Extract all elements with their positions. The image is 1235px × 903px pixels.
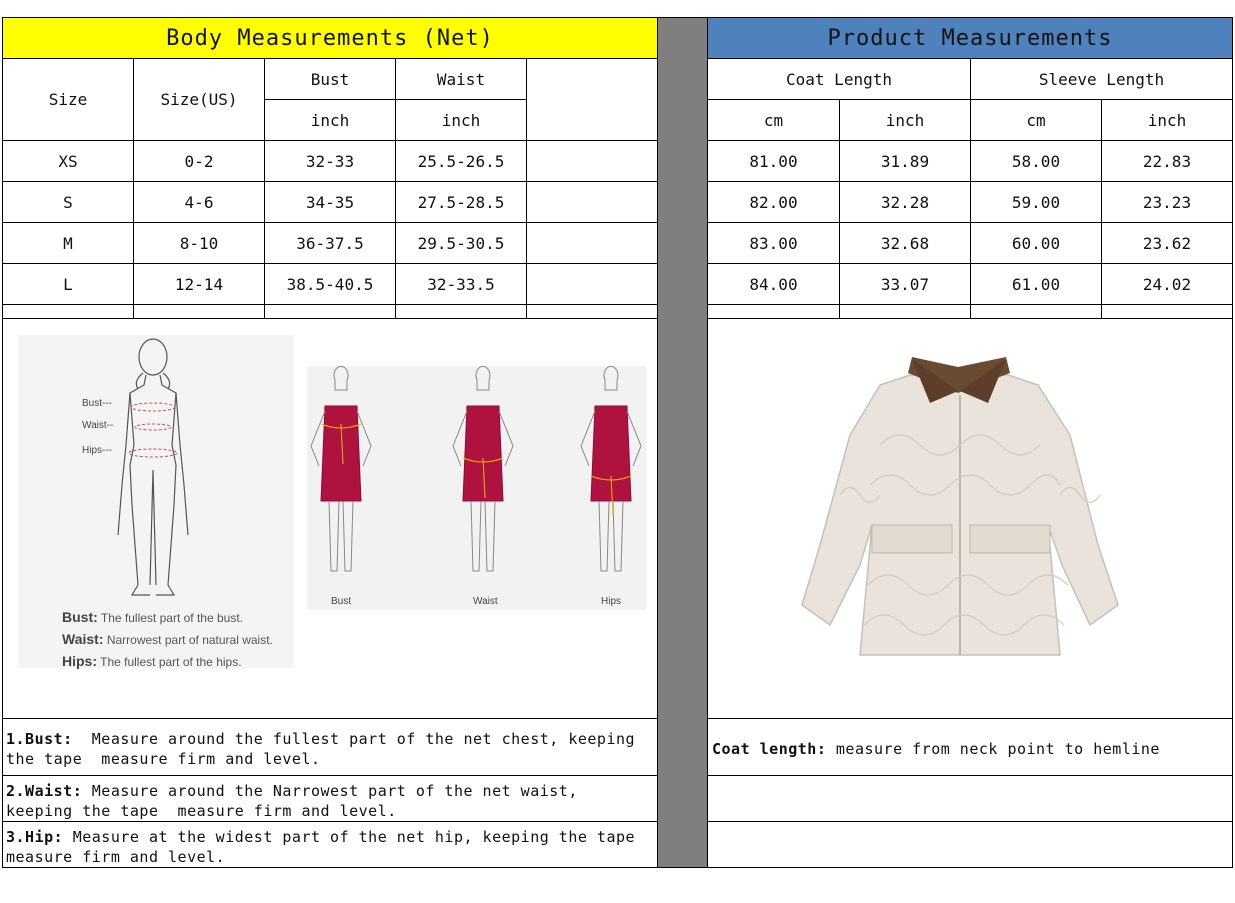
grid-line [2,304,658,305]
cell-coat-in: 31.89 [880,151,930,171]
legend-hips-term: Hips: [62,653,97,669]
header-sleeve-cm: cm [1026,110,1046,130]
dress-figures-icon [307,366,646,596]
header-coat-cm: cm [763,110,784,130]
cell-sleeve-in: 23.62 [1142,233,1192,253]
cell-sleeve-in: 22.83 [1142,151,1192,171]
grid-line [2,17,1233,18]
header-bust: Bust [310,69,350,89]
note-waist [6,781,651,821]
grid-line [707,821,1233,822]
legend-bust [62,609,243,625]
cell-sleeve-in: 24.02 [1142,274,1192,294]
note-coat-text: measure from neck point to hemline [826,740,1160,758]
cell-sleeve-cm: 59.00 [1011,192,1061,212]
cell-waist: 25.5-26.5 [417,151,505,171]
note-hip [6,827,651,867]
grid-line [2,821,658,822]
cell-bust: 36-37.5 [296,233,364,253]
grid-line [526,58,527,319]
legend-waist [62,631,273,647]
cell-sleeve-cm: 58.00 [1011,151,1061,171]
note-coat-length [712,739,1227,759]
cell-us: 8-10 [179,233,219,253]
figure-label-bust: Bust--- [82,398,112,409]
note-bust-term: 1.Bust: [6,730,73,748]
legend-waist-term: Waist: [62,631,104,647]
note-bust [6,729,651,769]
cell-waist: 27.5-28.5 [417,192,505,212]
cell-us: 12-14 [174,274,224,294]
cell-size: XS [58,151,78,171]
header-sleeve-length: Sleeve Length [1038,69,1165,89]
body-measure-illustration [18,335,294,668]
cell-us: 4-6 [184,192,214,212]
product-measurements-title: Product Measurements [708,18,1232,58]
grid-line [1232,17,1233,868]
divider-column [658,18,707,868]
cell-waist: 29.5-30.5 [417,233,505,253]
grid-line [2,318,658,319]
legend-bust-term: Bust: [62,609,98,625]
dress-measure-illustration [307,366,646,610]
legend-hips [62,653,242,669]
header-sleeve-inch: inch [1147,110,1187,130]
coat-product-image [780,345,1140,675]
header-waist-unit: inch [441,110,481,130]
grid-line [657,17,658,868]
dress-label-bust: Bust [331,596,352,607]
header-coat-inch: inch [885,110,925,130]
cell-waist: 32-33.5 [427,274,495,294]
legend-bust-desc: The fullest part of the bust. [100,611,243,625]
cell-size: S [63,192,73,212]
note-hip-text: Measure at the widest part of the net hip, keeping the tape measure firm and level. [6,828,645,866]
cell-coat-cm: 84.00 [749,274,798,294]
cell-sleeve-cm: 60.00 [1011,233,1061,253]
header-bust-unit: inch [310,110,350,130]
note-coat-term: Coat length: [712,740,827,758]
legend-hips-desc: The fullest part of the hips. [100,655,242,669]
cell-us: 0-2 [184,151,214,171]
header-size-us: Size(US) [160,90,238,109]
cell-coat-cm: 81.00 [749,151,798,171]
cell-size: M [63,233,73,253]
cell-coat-in: 33.07 [880,274,930,294]
note-hip-term: 3.Hip: [6,828,64,846]
header-waist: Waist [436,69,486,89]
header-coat-length: Coat Length [786,69,892,89]
note-waist-text: Measure around the Narrowest part of the net waist, keeping the tape measure firm and level. [6,782,588,820]
body-figure-icon [18,335,294,605]
cell-coat-cm: 82.00 [749,192,798,212]
cell-bust: 32-33 [305,151,355,171]
grid-line [2,867,1233,868]
cell-sleeve-cm: 61.00 [1011,274,1061,294]
dress-label-waist: Waist [473,596,498,607]
legend-waist-desc: Narrowest part of natural waist. [106,633,273,647]
cell-coat-in: 32.68 [880,233,930,253]
grid-line [707,775,1233,776]
note-waist-term: 2.Waist: [6,782,83,800]
jacket-icon [780,345,1140,675]
grid-line [2,718,658,719]
note-bust-text: Measure around the fullest part of the net chest, keeping the tape measure firm and level. [6,730,645,768]
cell-coat-cm: 83.00 [749,233,798,253]
grid-line [707,718,1233,719]
cell-bust: 38.5-40.5 [286,274,374,294]
cell-size: L [63,274,73,294]
cell-sleeve-in: 23.23 [1142,192,1192,212]
header-size: Size [48,90,88,109]
cell-bust: 34-35 [305,192,355,212]
body-measurements-title: Body Measurements (Net) [3,18,657,58]
dress-label-hips: Hips [601,596,622,607]
grid-line [2,775,658,776]
figure-label-hips: Hips--- [82,445,112,456]
cell-coat-in: 32.28 [880,192,930,212]
figure-label-waist: Waist-- [82,420,114,431]
